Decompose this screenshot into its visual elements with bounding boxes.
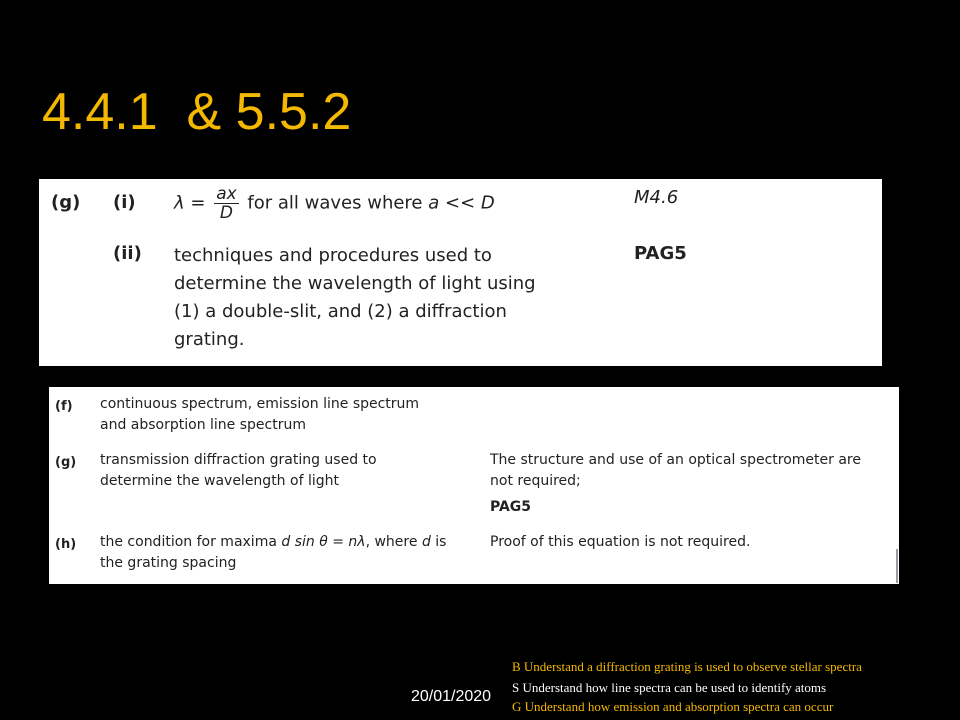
text-line [100, 532, 480, 553]
reference-pag5: PAG5 [634, 243, 687, 264]
slide-title: 4.4.1 & 5.5.2 [42, 83, 352, 141]
specification-box-ocr [39, 179, 882, 366]
item-label-g: (g) [51, 192, 81, 213]
row-label-f: (f) [55, 399, 73, 414]
specification-box-aqa [49, 387, 899, 584]
variable-d: d [421, 534, 431, 550]
text-line: determine the wavelength of light [100, 473, 339, 489]
scrollbar[interactable] [896, 549, 898, 583]
text-line: techniques and procedures used to [174, 245, 492, 266]
text-suffix: , where [365, 534, 418, 550]
equation-fraction [214, 185, 238, 222]
row-h-text [100, 532, 480, 574]
row-g-text [100, 450, 470, 492]
fraction-numerator: ax [216, 184, 237, 204]
fraction-denominator: D [219, 203, 233, 223]
text-line: continuous spectrum, emission line spectrum [100, 396, 420, 412]
item-label-i: (i) [113, 192, 136, 213]
techniques-text [174, 242, 614, 354]
objective-gold: G Understand how emission and absorption spectra can occur [512, 699, 834, 714]
row-g-note [490, 450, 890, 518]
reference-m4-6: M4.6 [634, 187, 679, 208]
text-prefix: the condition for maxima [100, 534, 277, 550]
row-h-note: Proof of this equation is not required. [490, 534, 751, 550]
equation-lambda: λ = [174, 192, 206, 214]
row-label-h: (h) [55, 537, 77, 552]
text-line: grating. [174, 329, 245, 350]
text-line: determine the wavelength of light using [174, 273, 536, 294]
wavelength-equation [174, 185, 495, 222]
grating-equation: d sin θ = nλ [281, 534, 366, 550]
text-line: transmission diffraction grating used to [100, 452, 377, 468]
objective-bronze: B Understand a diffraction grating is used to observe stellar spectra [512, 659, 862, 674]
objective-silver: S Understand how line spectra can be used to identify atoms [512, 680, 827, 695]
item-label-ii: (ii) [113, 243, 142, 264]
slide-date: 20/01/2020 [411, 688, 492, 705]
row-label-g: (g) [55, 455, 77, 470]
text-line: (1) a double-slit, and (2) a diffraction [174, 301, 507, 322]
note-line: The structure and use of an optical spectrometer are [490, 452, 861, 468]
text-line: the grating spacing [100, 555, 237, 571]
note-pag5: PAG5 [490, 499, 532, 515]
text-end: is [435, 534, 447, 550]
equation-text: for all waves where [247, 192, 423, 214]
text-line: and absorption line spectrum [100, 417, 306, 433]
note-line: not required; [490, 473, 581, 489]
equation-condition: a << D [428, 192, 495, 214]
row-f-text [100, 394, 470, 436]
